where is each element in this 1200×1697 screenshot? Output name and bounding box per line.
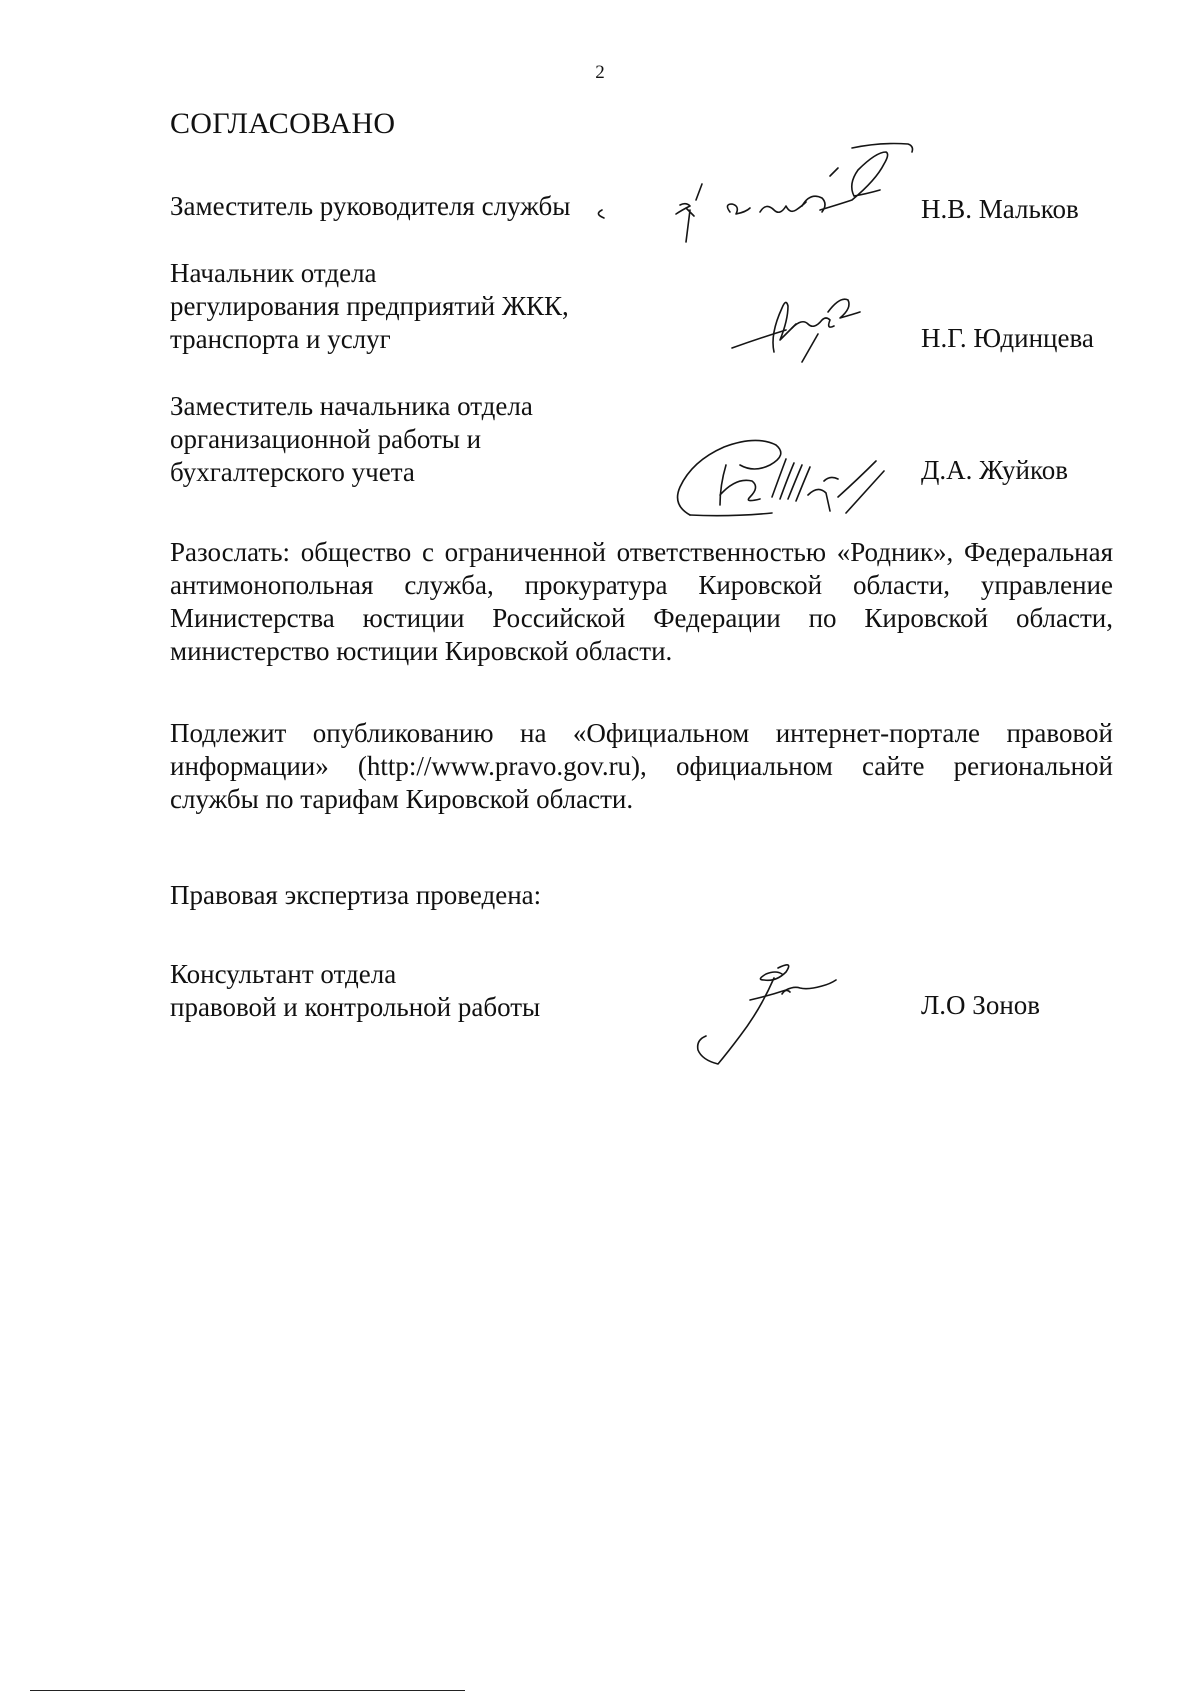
distribution-label: Разослать:	[170, 537, 291, 567]
approver-3-position	[170, 390, 533, 489]
legal-reviewer-signature	[690, 960, 840, 1070]
approver-2-position-line-2: регулирования предприятий ЖКК,	[170, 291, 569, 321]
approver-1-signer: Н.В. Мальков	[921, 194, 1079, 224]
approver-3-position-line-2: организационной работы и	[170, 424, 482, 454]
distribution-paragraph	[170, 536, 1113, 668]
publication-paragraph: Подлежит опубликованию на «Официальном интернет-портале правовой информации» (http://www.pravo.gov.ru), официальном сайте региональной службы по тарифам Кировской области.	[170, 718, 1113, 814]
legal-review-title: Правовая экспертиза проведена:	[170, 880, 542, 910]
approver-3-signer: Д.А. Жуйков	[921, 455, 1068, 485]
approver-1-position	[170, 190, 570, 223]
approver-3-position-line-3: бухгалтерского учета	[170, 457, 415, 487]
legal-reviewer-position	[170, 958, 540, 1024]
approver-2-position-line-3: транспорта и услуг	[170, 324, 391, 354]
approver-3-signature	[670, 425, 910, 525]
approval-heading: СОГЛАСОВАНО	[170, 107, 396, 140]
footer-rule	[30, 1690, 465, 1691]
approver-1-position-line: Заместитель руководителя службы	[170, 191, 571, 221]
approver-2-position-line-1: Начальник отдела	[170, 258, 377, 288]
approver-2-signer: Н.Г. Юдинцева	[921, 323, 1094, 353]
legal-reviewer-position-line-1: Консультант отдела	[170, 959, 397, 989]
approver-1-signature	[590, 140, 920, 260]
legal-reviewer-signer: Л.О Зонов	[921, 990, 1041, 1020]
approver-3-position-line-1: Заместитель начальника отдела	[170, 391, 533, 421]
distribution-text: общество с ограниченной ответственностью «Родник», Федеральная антимонопольная служба, прокуратура Кировской области, управление Министерства юстиции Российской Федерации по Кировской области, министерство юстиции Кировской области.	[170, 537, 1113, 666]
page-number: 2	[595, 62, 605, 83]
legal-reviewer-position-line-2: правовой и контрольной работы	[170, 992, 541, 1022]
approver-2-signature	[730, 290, 870, 370]
approver-2-position	[170, 257, 569, 356]
